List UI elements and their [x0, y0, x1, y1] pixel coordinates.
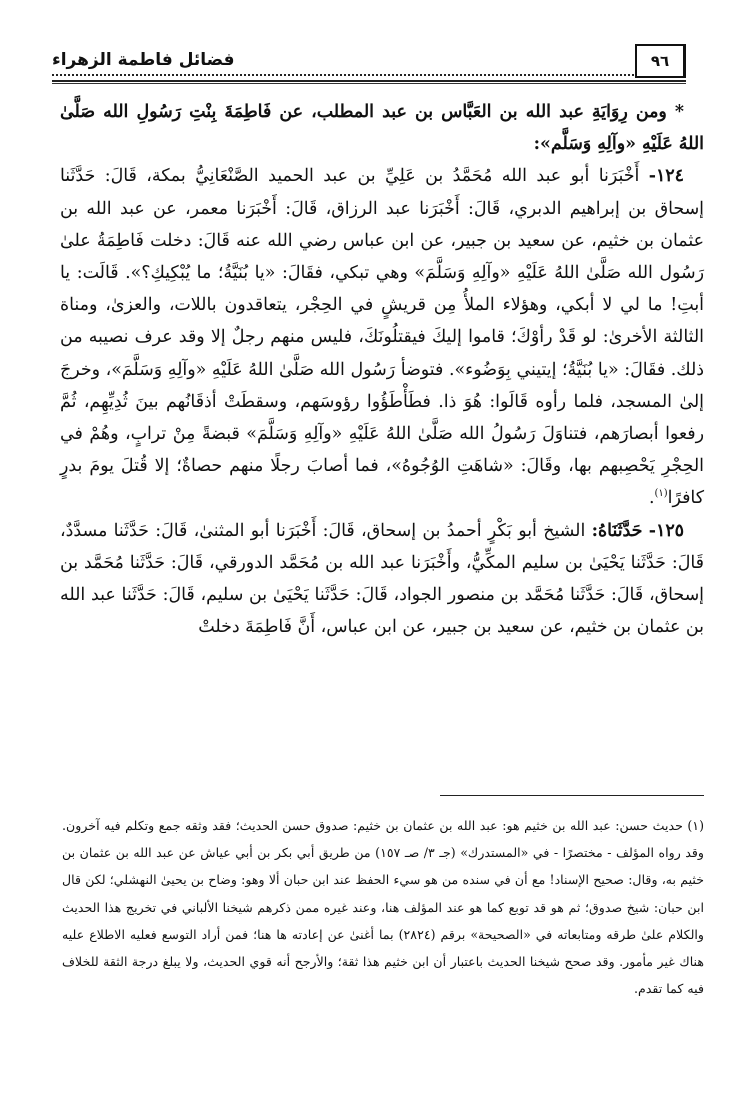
hadith-125	[60, 515, 704, 644]
hadith-text: الشيخ أبو بَكْرٍ أحمدُ بن إسحاق، قَالَ: أَخْبَرَنا أبو المثنىٰ، قَالَ: حَدَّثَنا مسدَّدٌ، قَالَ: حَدَّثَنا يَحْيَىٰ بن سليم المكِّيُّ، وأَخْبَرَنا عبد الله بن مُحَمَّد الدورقي، قَالَ: حَدَّثَنا مُحَمَّد بن إسحاق، قَالَ: حَدَّثَنا مُحَمَّد بن منصور الجواد، قَالَ: حَدَّثَنا يَحْيَىٰ بن سليم، قَالَ: حَدَّثَنا عبد الله بن عثمان بن خثيم، عن سعيد بن جبير، عن ابن عباس، أَنَّ فَاطِمَةَ دخلتْ	[60, 520, 704, 638]
hadith-end: .	[648, 488, 655, 509]
main-text	[60, 96, 704, 643]
footnotes	[62, 812, 704, 1002]
header-dotted-rule	[52, 74, 638, 76]
footnote-marker: (١)	[687, 818, 704, 833]
footnote-reference[interactable]: (١)	[654, 488, 668, 500]
book-title: فضائل فاطمة الزهراء	[52, 50, 235, 70]
page-number: ٩٦	[635, 44, 686, 78]
hadith-number: ١٢٤-	[648, 166, 684, 187]
hadith-text: أَخْبَرَنا أبو عبد الله مُحَمَّدُ بن عَلِيِّ بن عبد الحميد الصَّنْعَانِيُّ بمكة، قَالَ: حَدَّثَنا إسحاق بن إبراهيم الدبري، قَالَ: أَخْبَرَنا عبد الرزاق، قَالَ: أَخْبَرَنا معمر، عن عبد الله بن عثمان بن خثيم، عن سعيد بن جبير، عن ابن عباس رضي الله عنه قَالَ: دخلت فَاطِمَةُ علىٰ رَسُول الله صَلَّىٰ اللهُ عَلَيْهِ «وآلِهِ وَسَلَّمَ» وهي تبكي، فقَالَ: «يا بُنَيَّةُ؛ ما يُبْكِيكِ؟». قَالَت: يا أبتِ! ما لي لا أبكي، وهؤلاء الملأُ مِن قريشٍ في الحِجْر، يتعاقدون باللات، والعزىٰ، ومناة الثالثة الأخرىٰ: لو قَدْ رأوْكَ؛ قاموا إليكَ فيقتلُونَكَ، فليس منهم رجلٌ إلا وقد عرف نصيبه من ذلك. فقَالَ: «يا بُنَيَّةُ؛ إيتيني بِوَضُوء». فتوضأ رَسُول الله صَلَّىٰ اللهُ عَلَيْهِ «وآلِهِ وَسَلَّمَ»، وخرجَ إلىٰ المسجد، فلما رأوه قَالَوا: هُوَ ذا. فطَأْطَؤُوا رؤوسَهم، وسقطَتْ أذقَانُهم بينَ ثُدِيِّهِم، ثُمَّ رفعوا أبصارَهم، فتناوَلَ رَسُولُ الله صَلَّىٰ اللهُ عَلَيْهِ «وآلِهِ وَسَلَّمَ» قبضةً مِنْ ترابٍ، وهُمْ في الحِجْرِ يَحْصِبهم بها، وقَالَ: «شاهَتِ الوُجُوهُ»، فما أصابَ رجلًا منهم حصاةٌ؛ إلا قُتلَ يومَ بدرٍ كافرًا	[60, 166, 704, 509]
hadith-lead: حَدَّثَنَاهُ:	[591, 520, 643, 541]
section-intro: * ومن رِوَايَةِ عبد الله بن العَبَّاس بن عبد المطلب، عن فَاطِمَةَ بِنْتِ رَسُولِ الله صَلَّىٰ اللهُ عَلَيْهِ «وآلِهِ وَسَلَّم»:	[60, 102, 704, 155]
hadith-124	[60, 160, 704, 514]
footnote-separator	[440, 795, 704, 796]
hadith-number: ١٢٥-	[648, 520, 685, 541]
footnote-text: حديث حسن: عبد الله بن خثيم هو: عبد الله بن عثمان بن خثيم: صدوق حسن الحديث؛ فقد وثقه جمع وتكلم فيه آخرون. وقد رواه المؤلف - مختصرًا - في «المستدرك» (جـ ٣/ صـ ١٥٧) من طريق أبي بكر بن أبي عياش عن عبد الله بن عثمان بن خثيم به، وقال: صحيح الإسناد! مع أن في سنده من هو سيء الحفظ عند ابن حبان ألا وهو: وضاح بن يحيىٰ النهشلي؛ لكن قال ابن حبان: شيخ صدوق؛ ثم هو قد توبع كما هو عند المؤلف هنا، وعند غيره ممن ذكرهم شيخنا الألباني في تخريج هذا الحديث والكلام علىٰ طرقه ومتابعاته في «الصحيحة» برقم (٢٨٢٤) بما أغنىٰ عن إعادته ها هنا؛ فمن أراد التوسع فعليه الاطلاع عليه هناك غير مأمور. وقد صحح شيخنا الحديث باعتبار أن ابن خثيم هذا ثقة؛ والأرجح أنه قوي الحديث، ولا يبلغ درجة الثقة للخلاف فيه كما تقدم.	[62, 818, 704, 997]
running-header	[52, 44, 684, 80]
footnote-item	[62, 812, 704, 1002]
header-double-rule	[52, 80, 686, 84]
